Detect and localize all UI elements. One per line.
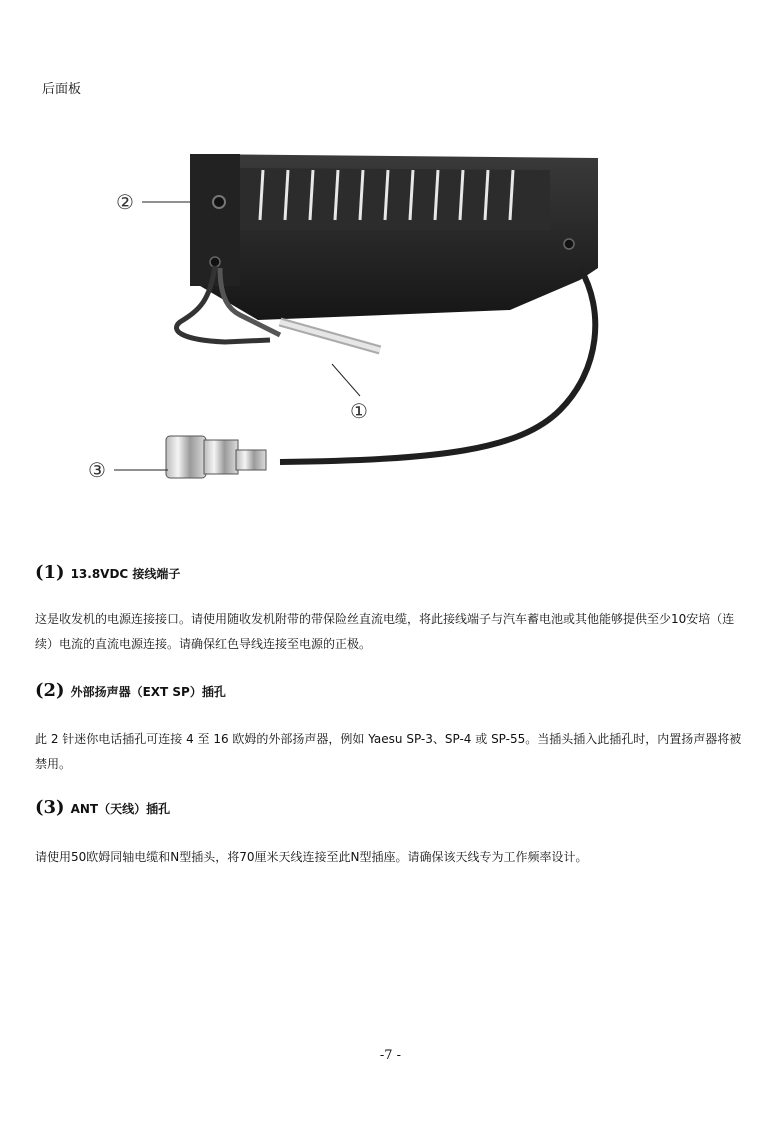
- section-3-text: 请使用50欧姆同轴电缆和N型插头，将70厘米天线连接至此N型插座。请确保该天线专为工作频率设计。: [35, 850, 588, 864]
- ext-sp-jack: [213, 196, 225, 208]
- section-2-heading: [35, 680, 226, 701]
- section-1-heading: [35, 562, 180, 583]
- page-heading: 后面板: [42, 82, 82, 97]
- section-1-title: 13.8VDC 接线端子: [70, 567, 181, 581]
- section-2-text: 此 2 针迷你电话插孔可连接 4 至 16 欧姆的外部扬声器，例如 Yaesu SP-3、SP-4 或 SP-55。当插头插入此插孔时，内置扬声器将被禁用。: [35, 732, 742, 771]
- section-3-heading: [35, 797, 170, 818]
- section-3-number: (3): [35, 797, 65, 818]
- callout-2: ②: [116, 190, 134, 214]
- section-2-title: 外部扬声器（EXT SP）插孔: [70, 685, 226, 699]
- rear-panel-photo: [80, 150, 620, 500]
- radio-chassis: [190, 154, 598, 320]
- n-type-connector: [166, 436, 266, 478]
- section-3-title: ANT（天线）插孔: [70, 802, 171, 816]
- section-1-text: 这是收发机的电源连接接口。请使用随收发机附带的带保险丝直流电缆，将此接线端子与汽车蓄电池或其他能够提供至少10安培（连续）电流的直流电源连接。请确保红色导线连接至电源的正极。: [35, 612, 735, 651]
- section-2-number: (2): [35, 680, 65, 701]
- callout-1: ①: [350, 399, 368, 423]
- page-number: -7 -: [379, 1048, 402, 1063]
- callout-3: ③: [88, 458, 106, 482]
- section-1-number: (1): [35, 562, 65, 583]
